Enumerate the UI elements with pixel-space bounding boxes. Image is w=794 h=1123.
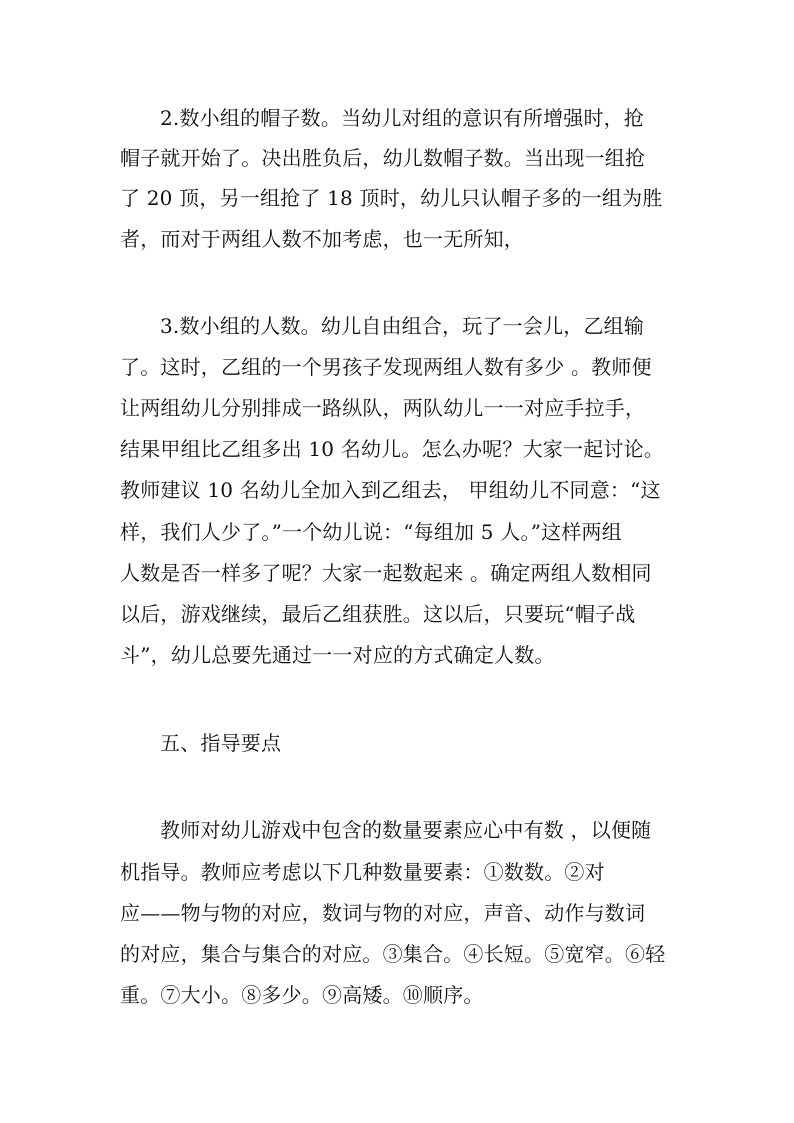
paragraph-2-line-4: 结果甲组比乙组多出 10 名幼儿。怎么办呢？大家一起讨论。: [120, 437, 664, 461]
paragraph-1-line-2: 帽子就开始了。决出胜负后，幼儿数帽子数。当出现一组抢: [120, 146, 646, 170]
paragraph-2-line-9: 斗”，幼儿总要先通过一一对应的方式确定人数。: [120, 643, 555, 667]
paragraph-4-line-4: 的对应，集合与集合的对应。③集合。④长短。⑤宽窄。⑥轻: [120, 942, 666, 966]
paragraph-1-line-3: 了 20 顶，另一组抢了 18 顶时，幼儿只认帽子多的一组为胜: [120, 186, 663, 210]
paragraph-4-line-5: 重。⑦大小。⑧多少。⑨高矮。⑩顺序。: [120, 983, 484, 1007]
paragraph-2-line-8: 以后，游戏继续，最后乙组获胜。这以后，只要玩“帽子战: [120, 602, 636, 626]
paragraph-2-line-6: 样，我们人少了。”一个幼儿说：“每组加 5 人。”这样两组: [120, 520, 622, 544]
paragraph-1-line-1: 2.数小组的帽子数。当幼儿对组的意识有所增强时，抢: [160, 106, 645, 130]
paragraph-2-line-5: 教师建议 10 名幼儿全加入到乙组去， 甲组幼儿不同意：“这: [120, 478, 661, 502]
paragraph-4-line-1: 教师对幼儿游戏中包含的数量要素应心中有数 ，以便随: [160, 818, 652, 842]
paragraph-4-line-3: 应——物与物的对应，数词与物的对应，声音、动作与数词: [120, 901, 646, 925]
paragraph-2-line-3: 让两组幼儿分别排成一路纵队，两队幼儿一一对应手拉手，: [120, 396, 646, 420]
paragraph-2-line-7: 人数是否一样多了呢？大家一起数起来 。确定两组人数相同: [120, 561, 652, 585]
paragraph-2-line-1: 3.数小组的人数。幼儿自由组合，玩了一会儿，乙组输: [160, 314, 645, 338]
section-heading: 五、指导要点: [160, 731, 282, 755]
paragraph-2-line-2: 了。这时，乙组的一个男孩子发现两组人数有多少 。教师便: [120, 355, 652, 379]
paragraph-4-line-2: 机指导。教师应考虑以下几种数量要素：①数数。②对: [120, 860, 605, 884]
paragraph-1-line-4: 者，而对于两组人数不加考虑，也一无所知，: [120, 227, 524, 251]
